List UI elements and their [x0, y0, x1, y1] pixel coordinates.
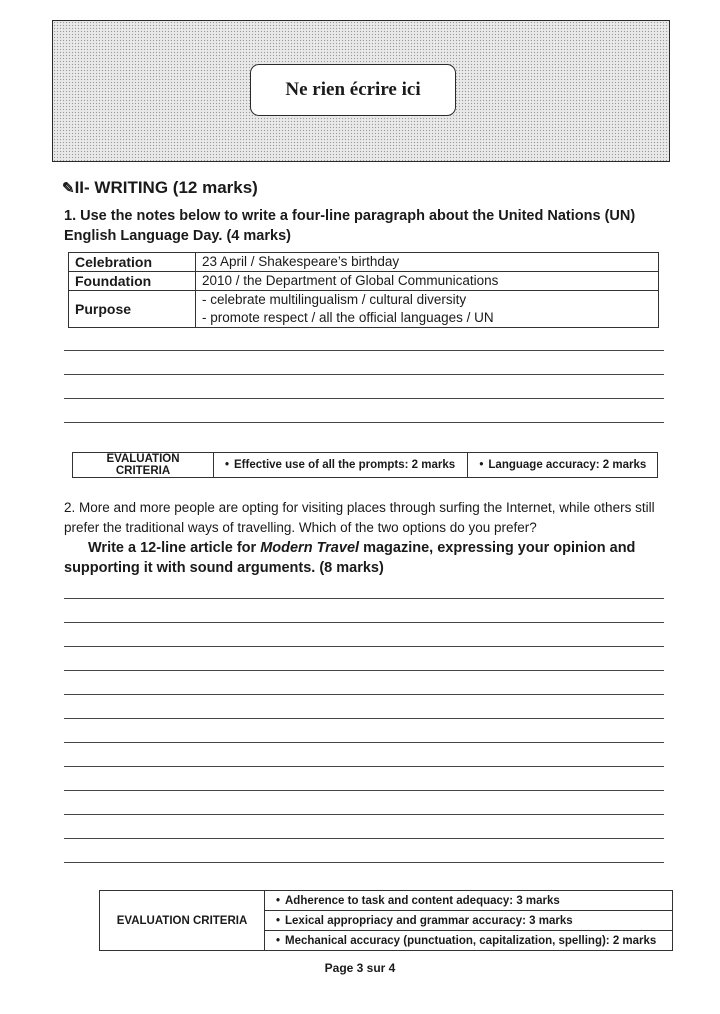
bullet-icon: •	[224, 459, 230, 471]
criteria-item	[214, 453, 468, 478]
evaluation-criteria-label: EVALUATION CRITERIA	[73, 453, 214, 478]
evaluation-criteria-table-1	[72, 452, 658, 478]
notes-row-purpose	[69, 291, 659, 328]
criteria-text: Mechanical accuracy (punctuation, capitalization, spelling): 2 marks	[285, 934, 657, 947]
bullet-icon: •	[275, 894, 281, 907]
writing-line[interactable]	[64, 646, 664, 647]
writing-line[interactable]	[64, 374, 664, 375]
writing-line[interactable]	[64, 814, 664, 815]
section-title-text: II- WRITING (12 marks)	[74, 178, 258, 197]
do-not-write-label: Ne rien écrire ici	[250, 64, 456, 116]
notes-label: Celebration	[69, 253, 196, 272]
criteria-item	[265, 891, 673, 911]
criteria-item	[265, 911, 673, 931]
writing-line[interactable]	[64, 742, 664, 743]
writing-line[interactable]	[64, 350, 664, 351]
notes-value	[196, 291, 659, 328]
notes-row-foundation	[69, 272, 659, 291]
writing-line[interactable]	[64, 422, 664, 423]
writing-line[interactable]	[64, 766, 664, 767]
criteria-text: Language accuracy: 2 marks	[488, 459, 647, 471]
notes-label: Purpose	[69, 291, 196, 328]
page-number: Page 3 sur 4	[324, 961, 396, 975]
writing-line[interactable]	[64, 622, 664, 623]
question-2-instruction	[64, 538, 674, 578]
question-2-prompt: 2. More and more people are opting for visiting places through surfing the Internet, while others still prefer the traditional ways of travelling. Which of the two options do you prefer?	[64, 500, 655, 535]
notes-value: 2010 / the Department of Global Communications	[196, 272, 659, 291]
writing-line[interactable]	[64, 790, 664, 791]
instruction-part: magazine, expressing your opinion and supporting it with sound arguments. (8 marks)	[64, 540, 636, 576]
bullet-icon: •	[275, 914, 281, 927]
notes-label: Foundation	[69, 272, 196, 291]
writing-line[interactable]	[64, 718, 664, 719]
notes-value: 23 April / Shakespeare’s birthday	[196, 253, 659, 272]
writing-line[interactable]	[64, 862, 664, 863]
criteria-item	[265, 931, 673, 951]
writing-line[interactable]	[64, 598, 664, 599]
bullet-icon: •	[275, 934, 281, 947]
question-1-prompt: 1. Use the notes below to write a four-line paragraph about the United Nations (UN) English Language Day. (4 marks)	[64, 208, 636, 244]
section-title	[62, 178, 258, 198]
writing-line[interactable]	[64, 670, 664, 671]
pencil-icon: ✎	[62, 180, 75, 197]
criteria-text: Adherence to task and content adequacy: 3 marks	[285, 894, 560, 907]
notes-row-celebration	[69, 253, 659, 272]
writing-line[interactable]	[64, 694, 664, 695]
criteria-item	[468, 453, 658, 478]
magazine-name: Modern Travel	[260, 540, 360, 556]
criteria-text: Lexical appropriacy and grammar accuracy: 3 marks	[285, 914, 573, 927]
evaluation-criteria-label: EVALUATION CRITERIA	[100, 891, 265, 951]
notes-table	[68, 252, 659, 328]
writing-line[interactable]	[64, 398, 664, 399]
evaluation-criteria-table-2	[99, 890, 673, 951]
writing-line[interactable]	[64, 838, 664, 839]
notes-value-line: - promote respect / all the official languages / UN	[202, 310, 494, 325]
bullet-icon: •	[479, 459, 484, 471]
criteria-text: Effective use of all the prompts: 2 marks	[234, 459, 456, 471]
instruction-part: Write a 12-line article for	[88, 540, 261, 556]
notes-value-line: - celebrate multilingualism / cultural diversity	[202, 292, 467, 307]
